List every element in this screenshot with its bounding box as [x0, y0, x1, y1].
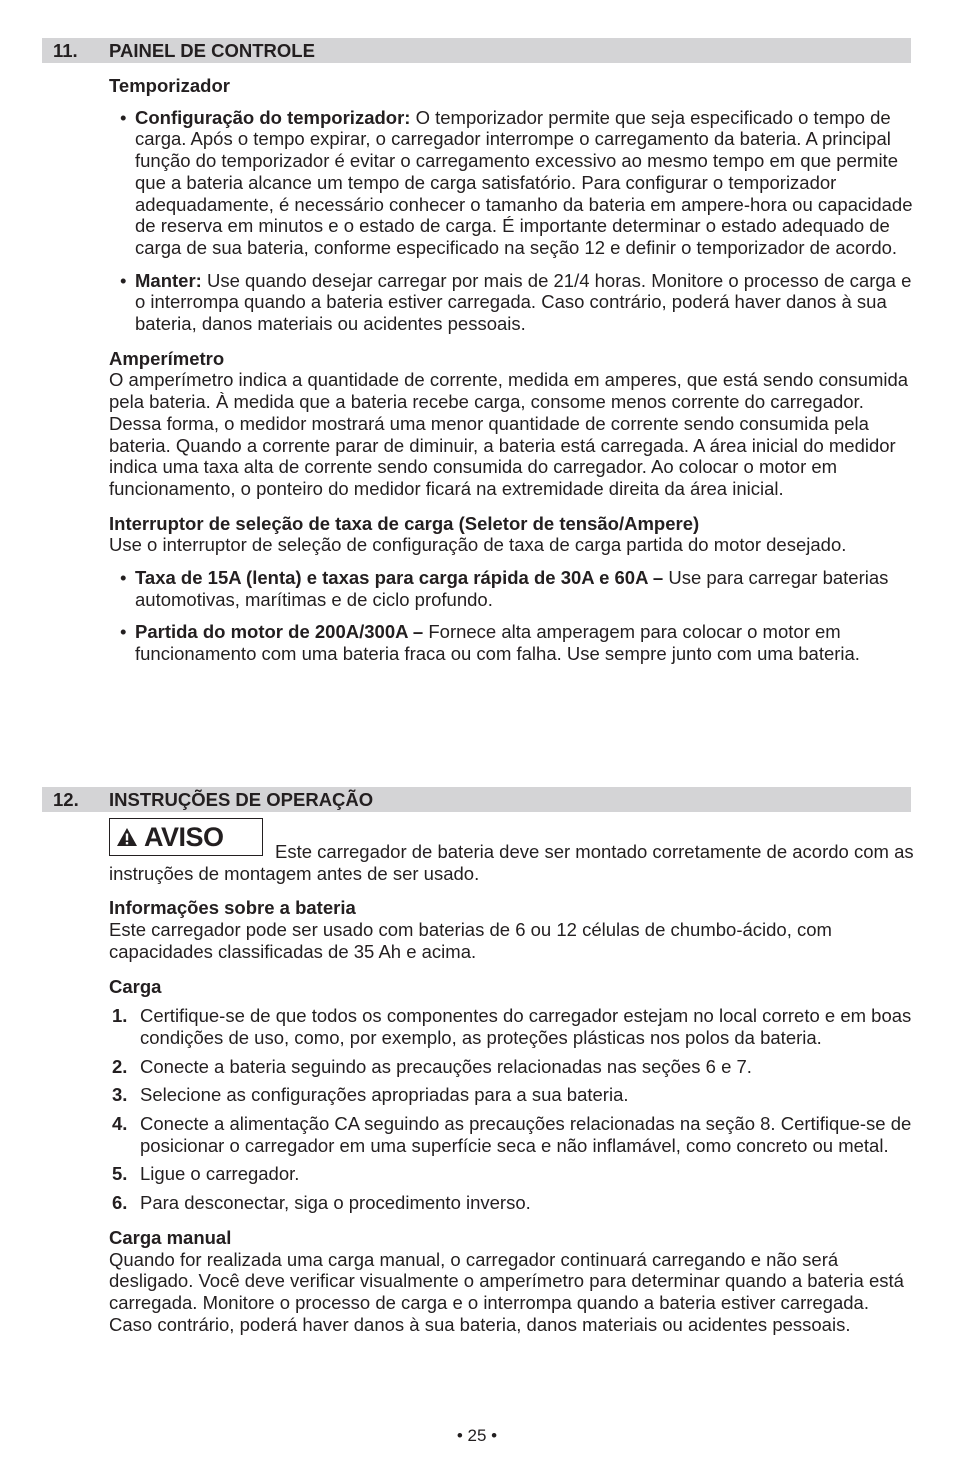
step-number: 3. — [112, 1084, 128, 1106]
step-number: 2. — [112, 1055, 128, 1077]
step-text: Ligue o carregador. — [140, 1163, 300, 1185]
section-12-header — [42, 787, 911, 812]
ammeter-heading: Amperímetro — [109, 347, 225, 369]
step-number: 1. — [112, 1005, 128, 1027]
section-title: PAINEL DE CONTROLE — [109, 40, 315, 61]
manual-charge-text: Quando for realizada uma carga manual, o carregador continuará carregando e não será desligado. Você deve verificar visualmente o amperímetro para determinar quando a bateria está carregada. Monitore o processo de carga e o interrompa quando a bateria estiver carregada. Caso contrário, poderá haver danos à sua bateria, danos materiais ou acidentes pessoais. — [109, 1248, 904, 1335]
rate-bullet — [109, 567, 914, 610]
bullet-text: Use para carregar baterias automotivas, marítimas e de ciclo profundo. — [135, 567, 889, 610]
section-number: 12. — [53, 789, 79, 810]
timer-config-bullet — [109, 107, 914, 259]
manual-charge-heading: Carga manual — [109, 1226, 232, 1248]
page-number: • 25 • — [456, 1426, 498, 1445]
section-11-body — [109, 75, 914, 665]
ammeter-text: O amperímetro indica a quantidade de corrente, medida em amperes, que está sendo consumida pela bateria. À medida que a bateria recebe carga, consome menos corrente do carregador. Dessa forma, o medidor mostrará uma menor quantidade de corrente sendo consumida pela bateria. Quando a corrente parar de diminuir, a bateria está carregada. A área inicial do medidor indica uma taxa alta de corrente sendo consumida do carregador. Ao colocar o motor em funcionamento, o ponteiro do medidor ficará na extremidade direita da área inicial. — [109, 369, 909, 499]
step-number: 4. — [112, 1113, 128, 1135]
step-number: 5. — [112, 1163, 128, 1185]
warning-text: Este carregador de bateria deve ser montado corretamente de acordo com as instruções de montagem antes de ser usado. — [109, 841, 914, 884]
maintain-bullet — [109, 270, 914, 335]
engine-start-bullet — [109, 621, 914, 664]
section-12-body — [109, 841, 914, 1335]
bullet-title: Manter: — [135, 269, 202, 291]
bullet-text: Fornece alta amperagem para colocar o motor em funcionamento com uma bateria fraca ou com falha. Use sempre junto com uma bateria. — [135, 621, 860, 665]
list-item — [109, 1163, 914, 1185]
list-item — [109, 1005, 914, 1048]
bullet-title: Taxa de 15A (lenta) e taxas para carga rápida de 30A e 60A – — [135, 567, 664, 589]
step-text: Selecione as configurações apropriadas para a sua bateria. — [140, 1084, 629, 1106]
section-11-header — [42, 38, 911, 63]
step-number: 6. — [112, 1192, 128, 1214]
list-item — [109, 1084, 914, 1106]
charging-heading: Carga — [109, 975, 162, 997]
bullet-title: Configuração do temporizador: — [135, 106, 411, 128]
step-text: Para desconectar, siga o procedimento inverso. — [140, 1192, 531, 1214]
bullet-text: O temporizador permite que seja especificado o tempo de carga. Após o tempo expirar, o carregador interrompe o carregamento da bateria. A principal função do temporizador é evitar o carregamento excessivo ao mesmo tempo em que permite que a bateria alcance um tempo de carga satisfatório. Para configurar o temporizador adequadamente, é necessário conhecer o tamanho da bateria em ampere-hora ou capacidade de reserva em minutos e o estado de carga. É importante determinar o estado adequado de carga de sua bateria, conforme especificado na seção 12 e definir o temporizador de acordo. — [135, 106, 913, 258]
bullet-title: Partida do motor de 200A/300A – — [135, 621, 424, 643]
bullet-dot: • — [120, 621, 127, 643]
battery-info-heading: Informações sobre a bateria — [109, 897, 356, 919]
selector-heading: Interruptor de seleção de taxa de carga (Seletor de tensão/Ampere) — [109, 512, 700, 534]
step-text: Conecte a alimentação CA seguindo as precauções relacionadas na seção 8. Certifique-se de posicionar o carregador em uma superfície seca e não inflamável, como concreto ou metal. — [140, 1113, 912, 1156]
battery-info-text: Este carregador pode ser usado com baterias de 6 ou 12 células de chumbo-ácido, com capacidades classificadas de 35 Ah e acima. — [109, 919, 832, 962]
bullet-dot: • — [120, 269, 127, 291]
step-text: Conecte a bateria seguindo as precauções relacionadas nas seções 6 e 7. — [140, 1055, 752, 1077]
timer-heading: Temporizador — [109, 75, 230, 96]
step-text: Certifique-se de que todos os componentes do carregador estejam no local correto e em boas condições de uso, como, por exemplo, as proteções plásticas nos polos da bateria. — [140, 1005, 912, 1048]
list-item — [109, 1192, 914, 1214]
section-number: 11. — [53, 40, 78, 61]
bullet-dot: • — [120, 106, 127, 128]
list-item — [109, 1113, 914, 1156]
selector-text: Use o interruptor de seleção de configuração de taxa de carga partida do motor desejado. — [109, 534, 847, 556]
section-title: INSTRUÇÕES DE OPERAÇÃO — [109, 789, 374, 810]
bullet-dot: • — [120, 567, 127, 589]
warning-label: AVISO — [144, 822, 224, 852]
bullet-text: Use quando desejar carregar por mais de 21/4 horas. Monitore o processo de carga e o interrompa quando a bateria estiver carregada. Caso contrário, poderá haver danos à sua bateria, danos materiais ou acidentes pessoais. — [135, 269, 912, 335]
list-item — [109, 1056, 914, 1078]
